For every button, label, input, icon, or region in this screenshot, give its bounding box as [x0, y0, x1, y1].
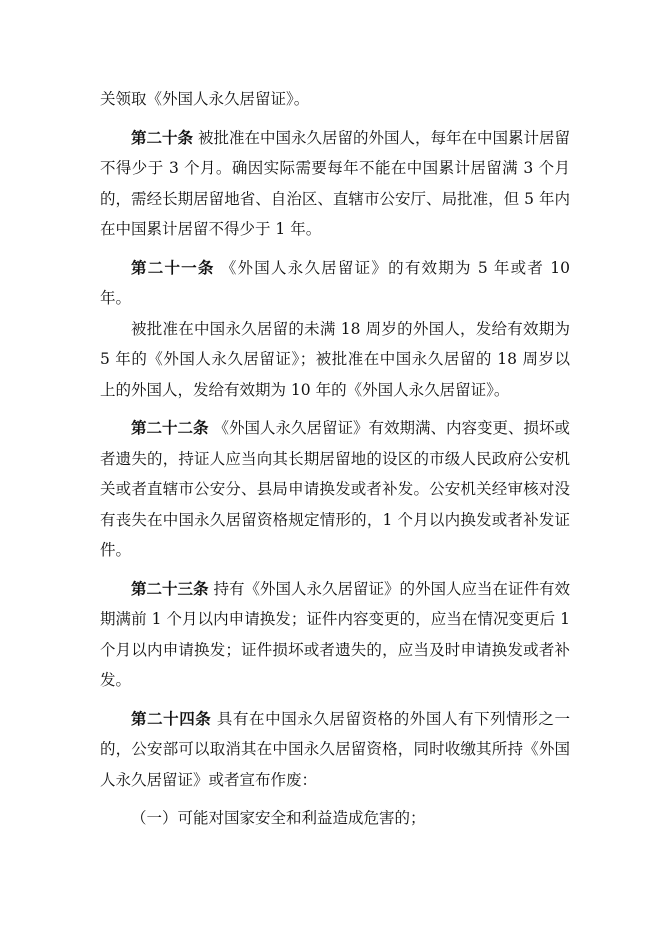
article-20 — [100, 123, 570, 245]
article-24 — [100, 704, 570, 796]
list-item — [100, 803, 570, 834]
article-21 — [100, 253, 570, 314]
article-number: 第二十条 — [131, 127, 194, 147]
article-number: 第二十三条 — [131, 578, 209, 598]
article-text: 持有《外国人永久居留证》的外国人应当在证件有效期满前 1 个月以内申请换发；证件内容变更的，应当在情况变更后 1 个月以内申请换发；证件损坏或者遗失的，应当及时申请换发或者补发。 — [100, 579, 570, 689]
list-item-text: （一）可能对国家安全和利益造成危害的； — [131, 809, 426, 827]
article-text: 具有在中国永久居留资格的外国人有下列情形之一的，公安部可以取消其在中国永久居留资格，同时收缴其所持《外国人永久居留证》或者宣布作废： — [100, 709, 570, 789]
article-text: 《外国人永久居留证》的有效期为 5 年或者 10 年。 — [100, 258, 570, 307]
article-number: 第二十四条 — [131, 708, 212, 728]
article-number: 第二十二条 — [131, 418, 209, 437]
article-text: 被批准在中国永久居留的外国人，每年在中国累计居留不得少于 3 个月。确因实际需要每年不能在中国累计居留满 3 个月的，需经长期居留地省、自治区、直辖市公安厅、局批准，但 5 年内在中国累计居留不得少于 1 年。 — [100, 128, 570, 238]
article-text: 《外国人永久居留证》有效期满、内容变更、损坏或者遗失的，持证人应当向其长期居留地的设区的市级人民政府公安机关或者直辖市公安分、县局申请换发或者补发。公安机关经审核对没有丧失在中国永久居留资格规定情形的，1 个月以内换发或者补发证件。 — [100, 419, 570, 559]
article-number: 第二十一条 — [131, 257, 215, 277]
article-22 — [100, 413, 570, 566]
article-21-paragraph-2 — [100, 314, 570, 406]
paragraph-text: 被批准在中国永久居留的未满 18 周岁的外国人，发给有效期为 5 年的《外国人永久居留证》；被批准在中国永久居留的 18 周岁以上的外国人，发给有效期为 10 年的《外国人永久居留证》。 — [100, 319, 570, 399]
article-23 — [100, 574, 570, 696]
paragraph-continuation — [100, 84, 570, 115]
paragraph-text: 关领取《外国人永久居留证》。 — [100, 90, 310, 108]
